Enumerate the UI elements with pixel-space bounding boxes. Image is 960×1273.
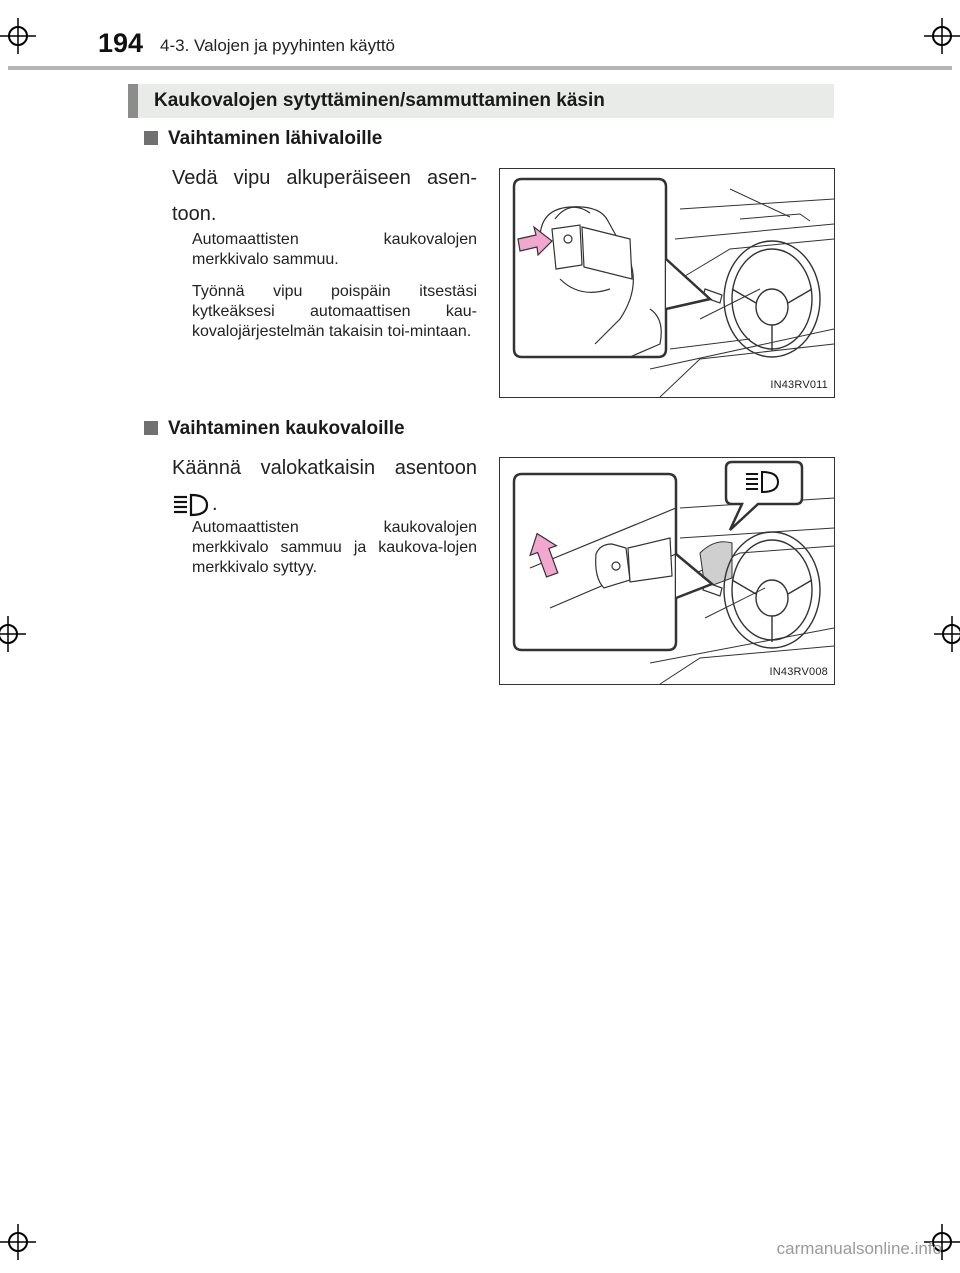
square-bullet-icon xyxy=(144,131,158,145)
page-number: 194 xyxy=(98,28,144,58)
high-beam-heading-text: Vaihtaminen kaukovaloille xyxy=(168,418,405,439)
lever-push-drawing xyxy=(500,458,834,684)
high-beam-note-1: Automaattisten kaukovalojen merkkivalo sammuu ja kaukova-lojen merkkivalo syttyy. xyxy=(192,519,477,576)
low-beam-instruction-line1: Vedä vipu alkuperäiseen asen- xyxy=(172,167,477,189)
high-beam-figure-code: IN43RV008 xyxy=(769,666,828,678)
crosshair-circle-icon xyxy=(0,18,36,54)
section-title: Kaukovalojen sytyttäminen/sammuttaminen käsin xyxy=(154,90,605,111)
high-beam-instruction xyxy=(172,450,477,522)
high-beam-illustration xyxy=(499,457,835,685)
low-beam-note-2: Työnnä vipu poispäin itsestäsi kytkeäksesi automaattisen kau-kovalojärjestelmän takaisin toi-mintaan. xyxy=(192,283,477,340)
square-bullet-icon xyxy=(144,421,158,435)
crosshair-circle-icon xyxy=(934,616,960,652)
low-beam-illustration xyxy=(499,168,835,398)
lever-pull-drawing xyxy=(500,169,834,397)
low-beam-heading-text: Vaihtaminen lähivaloille xyxy=(168,128,383,149)
watermark: carmanualsonline.info xyxy=(776,1239,942,1258)
crosshair-circle-icon xyxy=(0,616,26,652)
low-beam-figure-code: IN43RV011 xyxy=(770,379,828,391)
low-beam-heading xyxy=(144,128,382,150)
section-title-bar xyxy=(128,84,834,118)
low-beam-instruction-line2: toon. xyxy=(172,203,217,225)
crosshair-circle-icon xyxy=(924,18,960,54)
low-beam-note-1: Automaattisten kaukovalojen merkkivalo sammuu. xyxy=(192,231,477,268)
high-beam-instruction-line1: Käännä valokatkaisin asentoon xyxy=(172,457,477,479)
header-divider xyxy=(8,66,952,70)
high-beam-headlight-icon xyxy=(172,492,212,518)
high-beam-instruction-line2 xyxy=(172,486,477,522)
high-beam-heading xyxy=(144,418,405,440)
chapter-title: 4-3. Valojen ja pyyhinten käyttö xyxy=(160,36,395,55)
high-beam-instruction-suffix: . xyxy=(212,493,218,515)
low-beam-instruction xyxy=(172,160,477,232)
crosshair-circle-icon xyxy=(0,1224,36,1260)
